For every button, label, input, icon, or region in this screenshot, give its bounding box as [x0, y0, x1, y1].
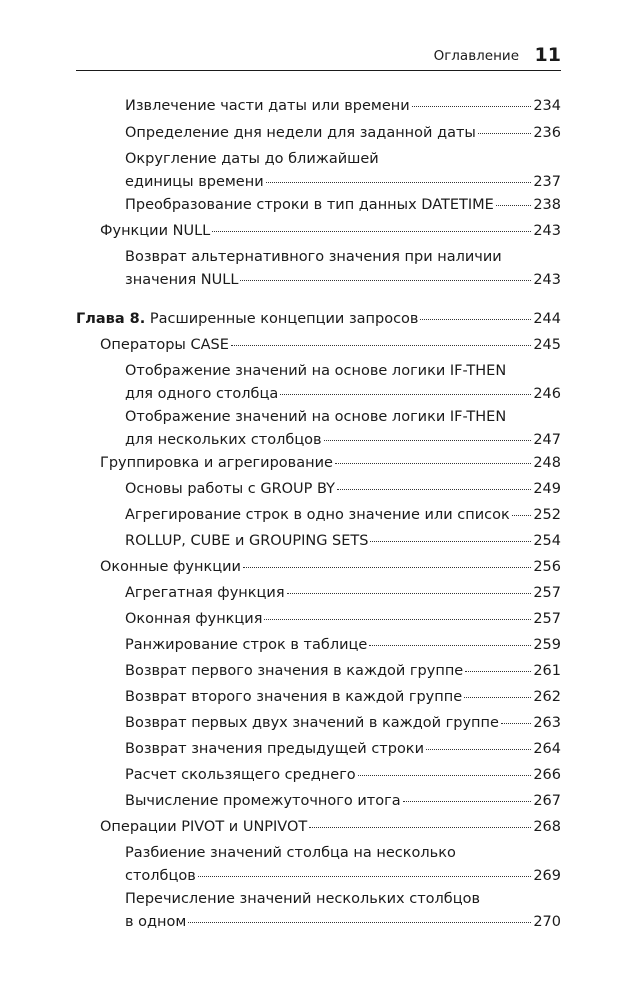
toc-entry [76, 308, 561, 331]
toc-entry-title [125, 383, 278, 406]
dot-leader [412, 106, 532, 107]
toc-page-number: 256 [533, 559, 561, 575]
toc-page-number: 246 [533, 386, 561, 402]
toc-page-number: 259 [533, 637, 561, 653]
toc-entry-title [125, 738, 424, 761]
dot-leader [403, 801, 532, 802]
toc-entry-title [125, 171, 264, 194]
dot-leader [370, 541, 531, 542]
toc-entry-text: Преобразование строки в тип данных DATETIME [125, 197, 494, 213]
toc-entry [125, 504, 561, 527]
toc-page-number: 268 [533, 819, 561, 835]
toc-entry-title [100, 816, 307, 839]
toc-entry-title [125, 530, 368, 553]
toc-entry-line [100, 220, 561, 243]
toc-page-number: 247 [533, 432, 561, 448]
toc-page-number: 254 [533, 533, 561, 549]
toc-page-number: 264 [533, 741, 561, 757]
toc-entry-title [125, 634, 367, 657]
toc-entry-line [125, 865, 561, 888]
toc-entry-line [125, 504, 561, 527]
dot-leader [512, 515, 532, 516]
toc-entry [125, 608, 561, 631]
toc-entry-text: Основы работы с GROUP BY [125, 481, 336, 497]
toc-entry-line [100, 556, 561, 579]
toc-entry-title [125, 194, 494, 217]
toc-entry [125, 738, 561, 761]
toc-entry-text: для одного столбца [125, 386, 279, 402]
toc-entry [125, 530, 561, 553]
toc-entry [125, 406, 561, 452]
toc-entry-line [125, 122, 561, 145]
toc-entry [125, 842, 561, 888]
toc-page-number: 261 [533, 663, 561, 679]
toc-entry-text: Расширенные концепции запросов [149, 311, 419, 327]
toc-entry-title [100, 220, 210, 243]
toc-entry-text: Извлечение части даты или времени [125, 98, 410, 114]
toc-entry-line [125, 764, 561, 787]
toc-page-number: 266 [533, 767, 561, 783]
dot-leader [324, 440, 532, 441]
toc-entry-text: столбцов [125, 868, 196, 884]
toc-entry-title [100, 452, 333, 475]
toc-entry-text: Возврат первого значения в каждой группе [125, 663, 464, 679]
dot-leader [358, 775, 532, 776]
toc-entry-title-line: Возврат альтернативного значения при наличии [125, 249, 502, 265]
toc-entry-title [76, 308, 418, 331]
toc-entry-line [125, 738, 561, 761]
toc-entry-line [125, 686, 561, 709]
chapter-label: Глава 8. [76, 311, 146, 327]
toc-page-number: 234 [533, 98, 561, 114]
header-page-number: 11 [534, 44, 561, 66]
toc-entry-line [125, 383, 561, 406]
toc-entry-title [125, 122, 476, 145]
toc-entry-title [125, 582, 285, 605]
toc-entry-line [125, 194, 561, 217]
toc-entry [100, 452, 561, 475]
toc-entry [100, 556, 561, 579]
dot-leader [335, 463, 531, 464]
dot-leader [369, 645, 531, 646]
dot-leader [188, 922, 531, 923]
toc-entry [125, 95, 561, 118]
toc-entry-title [125, 911, 186, 934]
dot-leader [243, 567, 531, 568]
dot-leader [266, 182, 532, 183]
toc-entry-text: Агрегатная функция [125, 585, 285, 601]
dot-leader [280, 394, 531, 395]
toc-entry-text: ROLLUP, CUBE и GROUPING SETS [125, 533, 369, 549]
toc-entry-title [125, 608, 262, 631]
toc-page-number: 269 [533, 868, 561, 884]
toc-entry-line [125, 790, 561, 813]
toc-entry [125, 712, 561, 735]
toc-entry-line [125, 95, 561, 118]
toc-entry-text: Группировка и агрегирование [100, 455, 333, 471]
dot-leader [426, 749, 531, 750]
toc-entry-title [100, 334, 229, 357]
toc-entry-text: Оконные функции [100, 559, 241, 575]
toc-entry-text: для нескольких столбцов [125, 432, 322, 448]
toc-entry [125, 194, 561, 217]
toc-entry-text: значения NULL [125, 272, 239, 288]
toc-page-number: 243 [533, 272, 561, 288]
dot-leader [337, 489, 531, 490]
toc-entry-line [100, 334, 561, 357]
toc-entry-text: Вычисление промежуточного итога [125, 793, 401, 809]
toc-entry-line [76, 308, 561, 331]
toc-entry [100, 816, 561, 839]
toc-entry-text: единицы времени [125, 174, 264, 190]
toc-page-number: 248 [533, 455, 561, 471]
dot-leader [465, 671, 531, 672]
toc-entry-line [125, 429, 561, 452]
toc-page-number: 257 [533, 585, 561, 601]
toc-entry-title-line: Округление даты до ближайшей [125, 151, 379, 167]
toc-entry-text: Возврат первых двух значений в каждой группе [125, 715, 499, 731]
toc-entry-title [125, 269, 238, 292]
dot-leader [287, 593, 532, 594]
toc-entry [125, 888, 561, 934]
toc-entry-title-line: Отображение значений на основе логики IF-THEN [125, 409, 507, 425]
toc-entry [125, 764, 561, 787]
toc-entry-title [125, 712, 499, 735]
toc-entry-line [100, 452, 561, 475]
toc-entry-title-line: Отображение значений на основе логики IF-THEN [125, 363, 507, 379]
toc-page-number: 257 [533, 611, 561, 627]
toc-entry-title [125, 478, 335, 501]
toc-entry [125, 790, 561, 813]
toc-page-number: 243 [533, 223, 561, 239]
dot-leader [240, 280, 531, 281]
toc-entry-text: Ранжирование строк в таблице [125, 637, 368, 653]
dot-leader [464, 697, 531, 698]
toc-entry-title [125, 504, 510, 527]
toc-entry-title [125, 686, 462, 709]
toc-entry-text: в одном [125, 914, 187, 930]
toc-entry-line [125, 478, 561, 501]
toc-entry-text: Агрегирование строк в одно значение или список [125, 507, 510, 523]
toc-entry-line [125, 634, 561, 657]
running-header [76, 44, 561, 71]
dot-leader [478, 133, 531, 134]
toc-entry [100, 334, 561, 357]
toc-entry [125, 686, 561, 709]
dot-leader [264, 619, 531, 620]
toc-entry [125, 634, 561, 657]
toc-entry-title [125, 95, 410, 118]
toc-entry-line [125, 608, 561, 631]
dot-leader [309, 827, 531, 828]
toc-entry [125, 122, 561, 145]
toc-entry-line [125, 911, 561, 934]
toc-page-number: 267 [533, 793, 561, 809]
toc-entry-text: Возврат значения предыдущей строки [125, 741, 424, 757]
toc-entry [125, 660, 561, 683]
toc-entry-title-line: Перечисление значений нескольких столбцов [125, 891, 481, 907]
toc-page-number: 263 [533, 715, 561, 731]
toc-entry-title [125, 865, 196, 888]
toc-page-number: 238 [533, 197, 561, 213]
dot-leader [231, 345, 531, 346]
toc-entry-line [100, 816, 561, 839]
toc-entry [100, 220, 561, 243]
toc-page-number: 244 [533, 311, 561, 327]
toc-entry-line [125, 582, 561, 605]
toc-entry-text: Расчет скользящего среднего [125, 767, 356, 783]
toc-entry-title [125, 429, 322, 452]
toc-entry-line [125, 171, 561, 194]
toc-entry-title-line: Разбиение значений столбца на несколько [125, 845, 456, 861]
toc-page-number: 249 [533, 481, 561, 497]
toc-page-number: 262 [533, 689, 561, 705]
toc-entry [125, 582, 561, 605]
header-title: Оглавление [433, 48, 519, 64]
toc-entry-text: Возврат второго значения в каждой группе [125, 689, 463, 705]
toc-entry-title [125, 660, 463, 683]
toc-page-number: 252 [533, 507, 561, 523]
toc-entry [125, 246, 561, 292]
toc-page-number: 236 [533, 125, 561, 141]
dot-leader [420, 319, 531, 320]
dot-leader [501, 723, 531, 724]
toc-entry-text: Определение дня недели для заданной даты [125, 125, 476, 141]
toc-page-number: 270 [533, 914, 561, 930]
toc-entry-text: Оконная функция [125, 611, 263, 627]
toc-entry-text: Операторы CASE [100, 337, 229, 353]
toc-entry-line [125, 660, 561, 683]
toc-page-number: 237 [533, 174, 561, 190]
toc-entry [125, 478, 561, 501]
toc-page-number: 245 [533, 337, 561, 353]
toc-entry [125, 360, 561, 406]
toc-entry-line [125, 712, 561, 735]
toc-entry-text: Функции NULL [100, 223, 211, 239]
toc-entry-title [125, 790, 401, 813]
toc-entry-line [125, 269, 561, 292]
dot-leader [212, 231, 531, 232]
toc-entry-text: Операции PIVOT и UNPIVOT [100, 819, 308, 835]
toc-entry-title [100, 556, 241, 579]
toc-entry-title [125, 764, 356, 787]
toc-entry-line [125, 530, 561, 553]
dot-leader [496, 205, 531, 206]
dot-leader [198, 876, 532, 877]
toc-entry [125, 148, 561, 194]
